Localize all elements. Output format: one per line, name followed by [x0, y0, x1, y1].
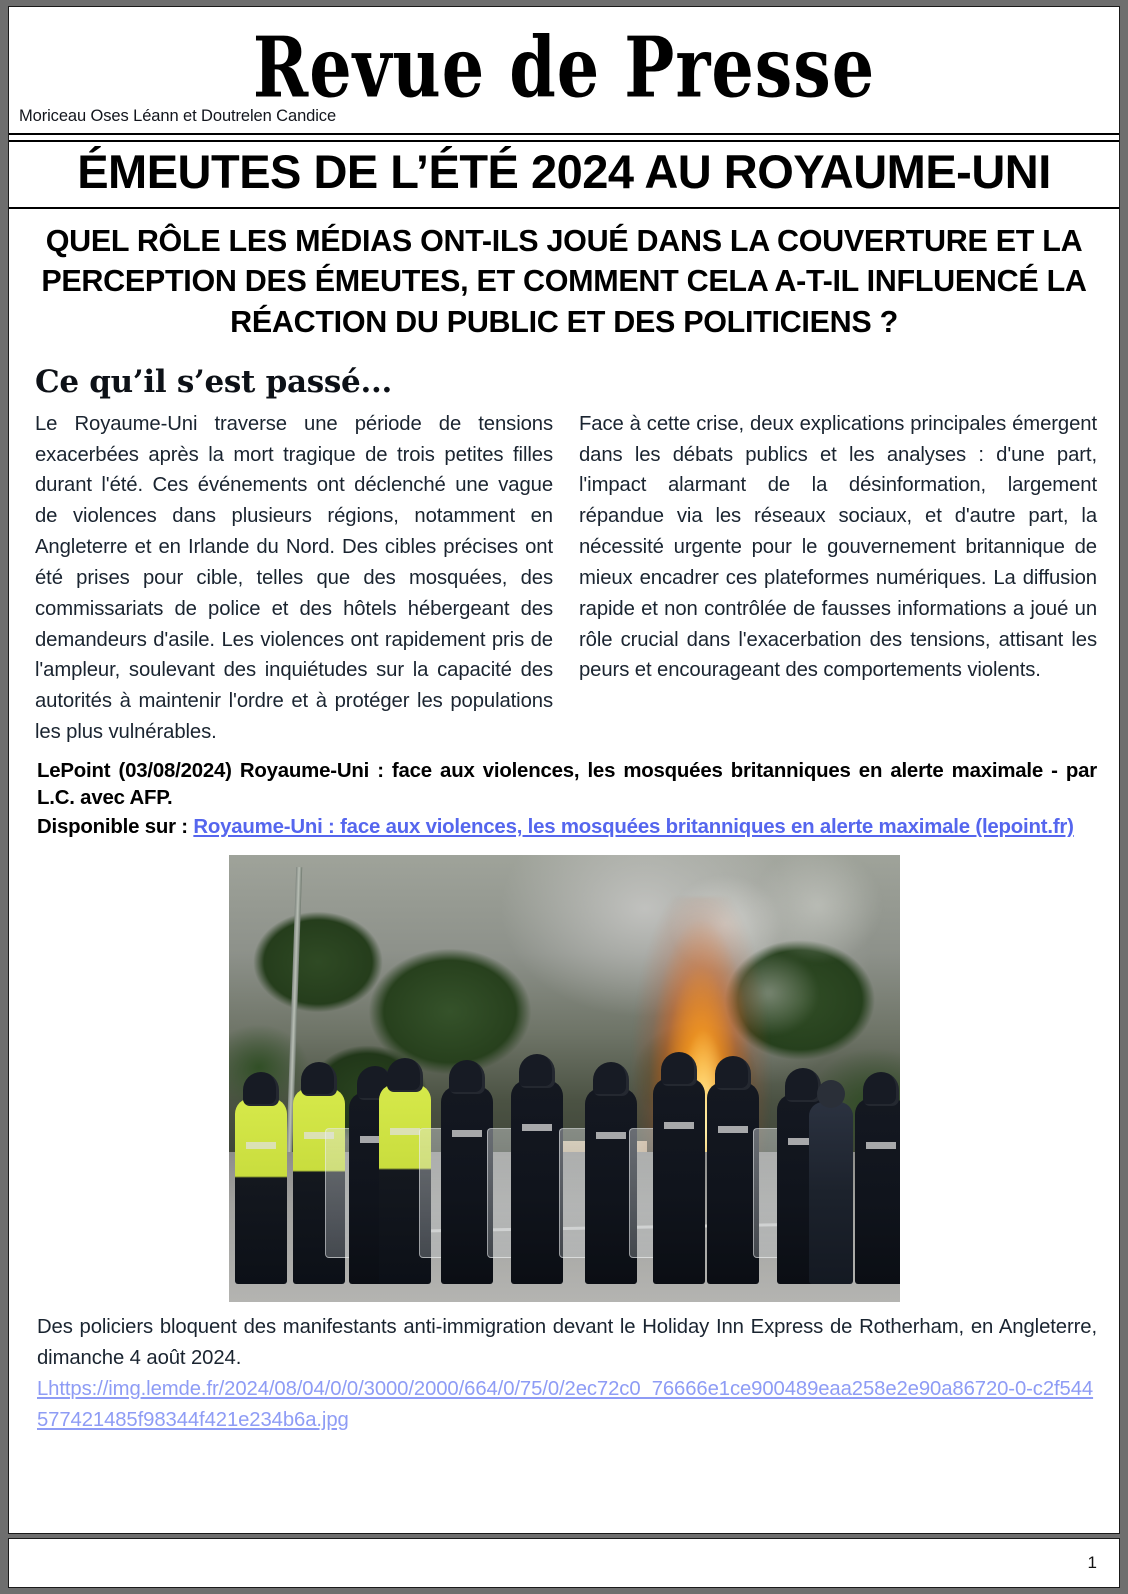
- photo-officer: [653, 1078, 705, 1284]
- page-title: ÉMEUTES DE L’ÉTÉ 2024 AU ROYAUME-UNI: [77, 145, 1051, 198]
- body-paragraph-left: Le Royaume-Uni traverse une période de tensions exacerbées après la mort tragique de trois petites filles durant l'été. Ces événements ont déclenché une vague de violences dans plusieurs régions, notamment en Angleterre et en Irlande du Nord. Des cibles précises ont été prises pour cible, telles que des mosquées, des commissariats de police et des hôtels hébergeant des demandeurs d'asile. Les violences ont rapidement pris de l'ampleur, soulevant des inquiétudes sur la capacité des autorités à maintenir l'ordre et à protéger les populations les plus vulnérables.: [35, 412, 553, 744]
- article-columns: [9, 405, 1119, 748]
- photo-container: [9, 841, 1119, 1302]
- source-article-link[interactable]: Royaume-Uni : face aux violences, les mosquées britanniques en alerte maximale (lepoint.fr): [193, 816, 1074, 839]
- photo-caption-text: Des policiers bloquent des manifestants anti-immigration devant le Holiday Inn Express de Rotherham, en Angleterre, dimanche 4 août 2024.: [37, 1316, 1097, 1369]
- research-question-subtitle: QUEL RÔLE LES MÉDIAS ONT-ILS JOUÉ DANS LA COUVERTURE ET LA PERCEPTION DES ÉMEUTES, ET COMMENT CELA A-T-IL INFLUENCÉ LA RÉACTION DU PUBLIC ET DES POLITICIENS ?: [41, 223, 1087, 339]
- masthead-divider-rule: [9, 133, 1119, 142]
- available-on-label: Disponible sur :: [37, 816, 194, 839]
- body-paragraph-right: Face à cette crise, deux explications principales émergent dans les débats publics et les analyses : d'une part, l'impact alarmant de la désinformation, largement répandue via les réseaux sociaux, et d'autre part, la nécessité urgente pour le gouvernement britannique de mieux encadrer ces plateformes numériques. La diffusion rapide et non contrôlée de fausses informations a joué un rôle crucial dans l'exacerbation des tensions, attisant les peurs et encourageant des comportements violents.: [579, 412, 1097, 682]
- page-footer: [8, 1538, 1120, 1588]
- photo-officer: [235, 1098, 287, 1284]
- photo-officer: [441, 1086, 493, 1284]
- column-right: [579, 409, 1097, 748]
- document-page: [8, 6, 1120, 1534]
- source-availability-line: [37, 814, 1097, 841]
- photo-civilian: [809, 1102, 853, 1284]
- masthead-byline: Moriceau Oses Léann et Doutrelen Candice: [19, 107, 337, 125]
- photo-police-line: [229, 1034, 900, 1284]
- photo-officer: [855, 1098, 900, 1284]
- section-heading: Ce qu’il s’est passé...: [35, 363, 392, 400]
- masthead-title: Revue de Presse: [252, 20, 876, 117]
- photo-caption: [9, 1302, 1119, 1435]
- headline-band: [9, 142, 1119, 209]
- source-citation-text: LePoint (03/08/2024) Royaume-Uni : face aux violences, les mosquées britanniques en alerte maximale - par L.C. avec AFP.: [37, 759, 1097, 810]
- photo-officer: [511, 1080, 563, 1284]
- photo-officer: [707, 1082, 759, 1284]
- photo-source-url-link[interactable]: Lhttps://img.lemde.fr/2024/08/04/0/0/3000/2000/664/0/75/0/2ec72c0_76666e1ce900489eaa258e2e90a86720-0-c2f544577421485f98344f421e234b6a.jpg: [37, 1378, 1094, 1431]
- column-left: [35, 409, 553, 748]
- source-citation-block: [9, 748, 1119, 841]
- riot-police-photo: [229, 855, 900, 1302]
- page-number: 1: [1087, 1553, 1097, 1572]
- masthead: [9, 7, 1119, 133]
